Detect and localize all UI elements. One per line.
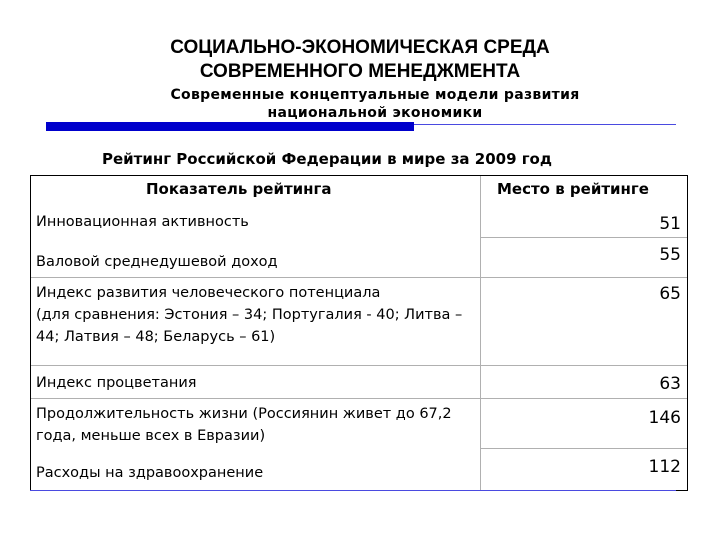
title-line-2: СОВРЕМЕННОГО МЕНЕДЖМЕНТА — [199, 61, 521, 82]
rank-cell: 112 — [648, 457, 681, 477]
indicator-note: (для сравнения: Эстония – 34; Португалия - 40; Литва – 44; Латвия – 48; Беларусь – 61) — [36, 307, 463, 345]
slide-subtitle — [105, 86, 645, 122]
indicator-cell: Индекс процветания — [36, 375, 197, 391]
bottom-rule — [30, 490, 676, 491]
rank-cell: 146 — [648, 408, 681, 428]
row-divider — [31, 398, 687, 399]
column-header-indicator: Показатель рейтинга — [146, 180, 332, 198]
rank-cell: 55 — [659, 245, 681, 265]
indicator-title: Индекс развития человеческого потенциала — [36, 285, 381, 301]
rank-cell: 63 — [659, 374, 681, 394]
row-divider — [31, 277, 687, 278]
indicator-cell — [36, 282, 476, 348]
slide-title — [0, 36, 720, 84]
indicator-cell: Продолжительность жизни (Россиянин живет до 67,2 года, меньше всех в Евразии) — [36, 406, 452, 444]
row-divider — [31, 365, 687, 366]
indicator-cell: Инновационная активность — [36, 214, 249, 230]
column-divider — [480, 176, 481, 490]
subtitle-line-1: Современные концептуальные модели развития — [170, 87, 580, 103]
indicator-cell: Расходы на здравоохранение — [36, 465, 264, 481]
row-divider — [480, 448, 687, 449]
table-title: Рейтинг Российской Федерации в мире за 2009 год — [102, 150, 552, 168]
divider-line — [414, 124, 676, 125]
title-line-1: СОЦИАЛЬНО-ЭКОНОМИЧЕСКАЯ СРЕДА — [170, 37, 550, 58]
subtitle-line-2: национальной экономики — [267, 105, 483, 121]
row-divider — [480, 237, 687, 238]
rating-table — [30, 175, 688, 491]
rank-cell: 51 — [659, 214, 681, 234]
rank-cell: 65 — [659, 284, 681, 304]
column-header-rank: Место в рейтинге — [497, 180, 649, 198]
accent-bar — [46, 122, 414, 131]
indicator-cell: Валовой среднедушевой доход — [36, 254, 278, 270]
